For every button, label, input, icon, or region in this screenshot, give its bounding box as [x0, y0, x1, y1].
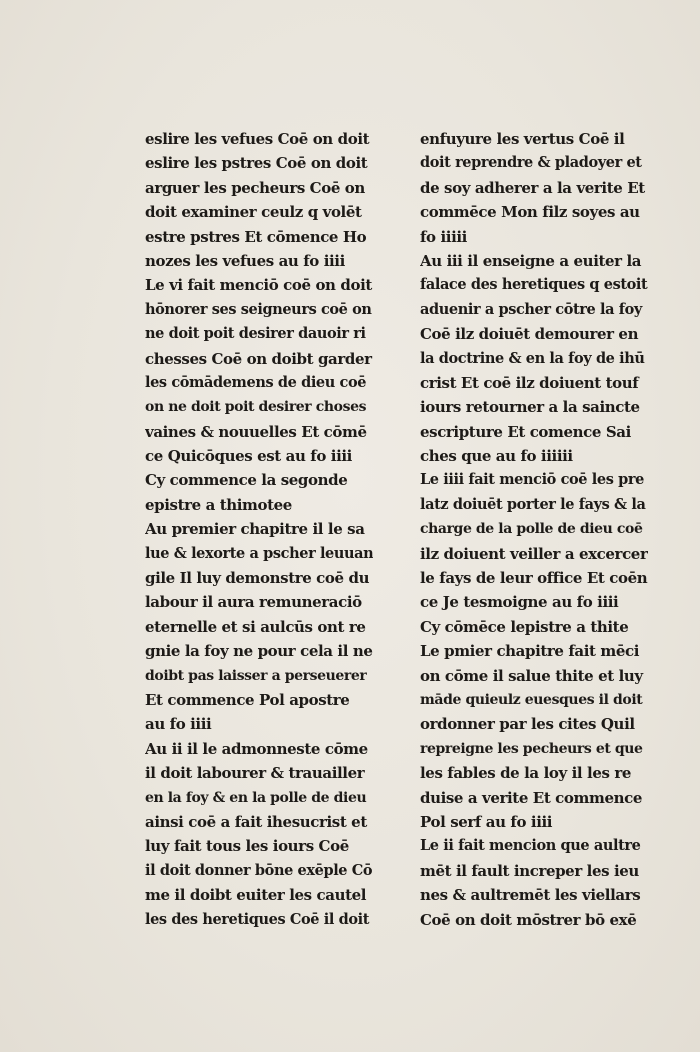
text-line: iours retourner a la saincte [420, 398, 640, 417]
text-line: ce Je tesmoigne au fo iiii [420, 593, 619, 612]
text-line: Coē on doit mōstrer bō exē [420, 910, 637, 929]
text-line: en la foy & en la polle de dieu [145, 789, 367, 806]
text-line: au fo iiii [145, 715, 212, 734]
text-line: Le ii fait mencion que aultre [420, 837, 641, 855]
text-line: labour il aura remuneraciō [145, 593, 362, 612]
text-line: duise a verite Et commence [420, 788, 642, 807]
text-line: falace des heretiques q estoit [420, 276, 648, 294]
text-line: eternelle et si aulcūs ont re [145, 617, 366, 636]
left-text-column [145, 127, 373, 932]
text-line: eslire les vefues Coē on doit [145, 130, 370, 148]
text-line: crist Et coē ilz doiuent touf [420, 373, 639, 392]
text-line: charge de la polle de dieu coē [420, 521, 643, 538]
text-line: de soy adherer a la verite Et [420, 178, 645, 197]
text-line: escripture Et comence Sai [420, 422, 631, 441]
text-line: ce Quicōques est au fo iiii [145, 447, 352, 466]
text-line: fo iiiii [420, 227, 467, 246]
text-line: Cy cōmēce lepistre a thite [420, 617, 629, 636]
text-line: aduenir a pscher cōtre la foy [420, 300, 642, 318]
text-line: ilz doiuent veiller a excercer [420, 544, 648, 563]
text-line: enfuyure les vertus Coē il [420, 130, 625, 148]
text-line: lue & lexorte a pscher leuuan [145, 544, 373, 562]
text-line: doit reprendre & pladoyer et [420, 154, 642, 172]
text-line: mēt il fault increper les ieu [420, 861, 639, 880]
text-line: arguer les pecheurs Coē on [145, 178, 365, 197]
text-line: il doit donner bōne exēple Cō [145, 861, 373, 879]
text-line: Le iiii fait menciō coē les pre [420, 471, 644, 489]
text-line: Le pmier chapitre fait mēci [420, 642, 640, 661]
text-line: on cōme il salue thite et luy [420, 666, 643, 685]
text-line: Coē ilz doiuēt demourer en [420, 325, 639, 344]
text-line: gile Il luy demonstre coē du [145, 569, 370, 588]
text-line: chesses Coē on doibt garder [145, 349, 372, 368]
text-line: Et commence Pol apostre [145, 690, 350, 709]
text-line: Le vi fait menciō coē on doit [145, 276, 372, 295]
text-line: vaines & nouuelles Et cōmē [145, 422, 367, 441]
text-line: luy fait tous les iours Coē [145, 837, 349, 856]
text-line: Au ii il le admonneste cōme [145, 739, 368, 758]
text-line: me il doibt euiter les cautel [145, 886, 367, 905]
text-line: la doctrine & en la foy de ihū [420, 349, 645, 367]
text-line: Cy commence la segonde [145, 471, 348, 490]
text-line: il doit labourer & trauailler [145, 764, 365, 783]
text-line: Au premier chapitre il le sa [145, 520, 365, 539]
text-line: māde quieulz euesques il doit [420, 691, 643, 708]
text-line: nes & aultremēt les viellars [420, 886, 641, 905]
text-line: Au iii il enseigne a euiter la [420, 251, 642, 270]
text-line: doibt pas laisser a perseuerer [145, 667, 367, 684]
text-line: doit examiner ceulz q volēt [145, 203, 362, 222]
right-text-column [420, 127, 648, 932]
text-line: ne doit poit desirer dauoir ri [145, 325, 366, 343]
text-line: estre pstres Et cōmence Ho [145, 227, 367, 246]
text-line: eslire les pstres Coē on doit [145, 154, 368, 173]
text-line: les des heretiques Coē il doit [145, 910, 370, 928]
text-line: repreigne les pecheurs et que [420, 740, 643, 757]
text-line: ordonner par les cites Quil [420, 715, 635, 734]
text-line: nozes les vefues au fo iiii [145, 251, 345, 270]
text-line: hōnorer ses seigneurs coē on [145, 300, 372, 318]
text-line: epistre a thimotee [145, 495, 292, 514]
text-line: ches que au fo iiiiii [420, 447, 573, 466]
text-line: gnie la foy ne pour cela il ne [145, 642, 373, 661]
text-line: ainsi coē a fait ihesucrist et [145, 812, 367, 831]
text-line: les fables de la loy il les re [420, 764, 631, 783]
text-line: latz doiuēt porter le fays & la [420, 495, 646, 513]
text-line: le fays de leur office Et coēn [420, 569, 648, 588]
text-line: on ne doit poit desirer choses [145, 399, 367, 416]
text-line: les cōmādemens de dieu coē [145, 373, 367, 391]
text-line: commēce Mon filz soyes au [420, 203, 640, 222]
text-line: Pol serf au fo iiii [420, 812, 553, 831]
